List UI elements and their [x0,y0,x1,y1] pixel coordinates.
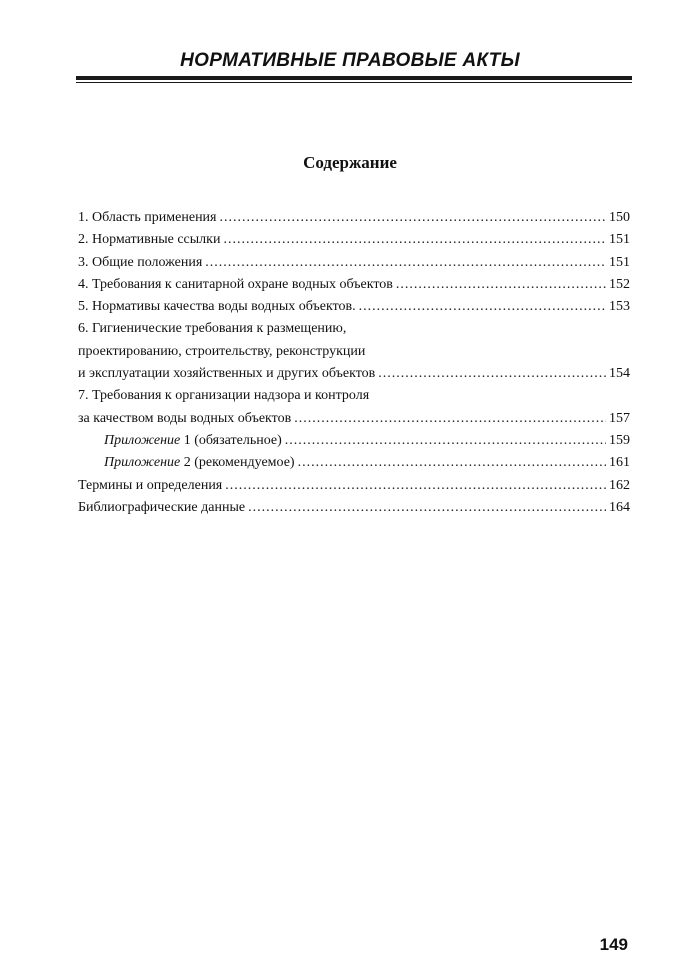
dot-leader [225,475,606,497]
toc-page-number: 154 [609,366,630,382]
toc-entry-label: 1. Область применения [78,210,217,225]
toc-entry-label: 6. Гигиенические требования к размещению, [78,321,347,337]
dot-leader [378,363,606,385]
toc-entry-label: проектированию, строительству, реконструкции [78,343,366,359]
toc-entry-label: 7. Требования к организации надзора и контроля [78,388,370,404]
toc-entry-6-line-1[interactable] [78,318,630,340]
toc-page-number: 161 [609,455,630,471]
toc-entry-label: Библиографические данные [78,499,246,515]
dot-leader [298,452,606,474]
toc-entry-label: Термины и определения [78,477,223,493]
toc-entry-4[interactable] [78,274,630,296]
toc-entry-label: 3. Общие положения [78,254,203,270]
header-rule-thin [76,82,632,83]
toc-heading: Содержание [303,153,397,172]
toc-entry-7-line-2[interactable] [78,408,630,430]
page-number: 149 [599,935,628,954]
toc-page-number: 150 [609,210,630,225]
dot-leader [294,408,606,430]
appendix-label: Приложение [104,455,181,471]
header-rule-thick [76,76,632,80]
toc-page-number: 157 [609,410,630,426]
toc-appendix-1[interactable] [78,430,630,452]
dot-leader [223,229,606,251]
toc-page-number: 162 [609,477,630,493]
toc-entry-terms[interactable] [78,475,630,497]
toc-page-number: 151 [609,254,630,270]
appendix-description: 2 (рекомендуемое) [180,455,295,471]
toc-entry-label [104,430,282,452]
running-header-title: НОРМАТИВНЫЕ ПРАВОВЫЕ АКТЫ [180,50,520,71]
dot-leader [285,430,606,452]
toc-entry-label: 2. Нормативные ссылки [78,232,221,248]
toc-entry-1[interactable] [78,207,630,229]
toc-entry-6-line-3[interactable] [78,363,630,385]
toc-entry-7-line-1[interactable] [78,385,630,407]
toc-page-number: 159 [609,432,630,448]
toc-entry-label: 5. Нормативы качества воды водных объектов. [78,299,356,315]
toc-page-number: 152 [609,276,630,292]
toc-entry-label: за качеством воды водных объектов [78,410,292,426]
dot-leader [205,252,606,274]
dot-leader [220,207,607,229]
toc-page-number: 151 [609,232,630,248]
dot-leader [396,274,606,296]
toc-entry-label: и эксплуатации хозяйственных и других объектов [78,366,376,382]
toc-appendix-2[interactable] [78,452,630,474]
appendix-description: 1 (обязательное) [180,432,282,448]
toc-entry-5[interactable] [78,296,630,318]
appendix-label: Приложение [104,432,181,448]
toc-entry-label: 4. Требования к санитарной охране водных объектов [78,276,393,292]
toc-entry-label [104,452,295,474]
toc-entry-bibliography[interactable] [78,497,630,519]
toc-entry-2[interactable] [78,229,630,251]
dot-leader [248,497,606,519]
toc-page-number: 153 [609,299,630,315]
dot-leader [359,296,606,318]
toc-entry-3[interactable] [78,252,630,274]
toc-page-number: 164 [609,499,630,515]
toc-entry-6-line-2[interactable] [78,341,630,363]
table-of-contents [78,207,630,519]
